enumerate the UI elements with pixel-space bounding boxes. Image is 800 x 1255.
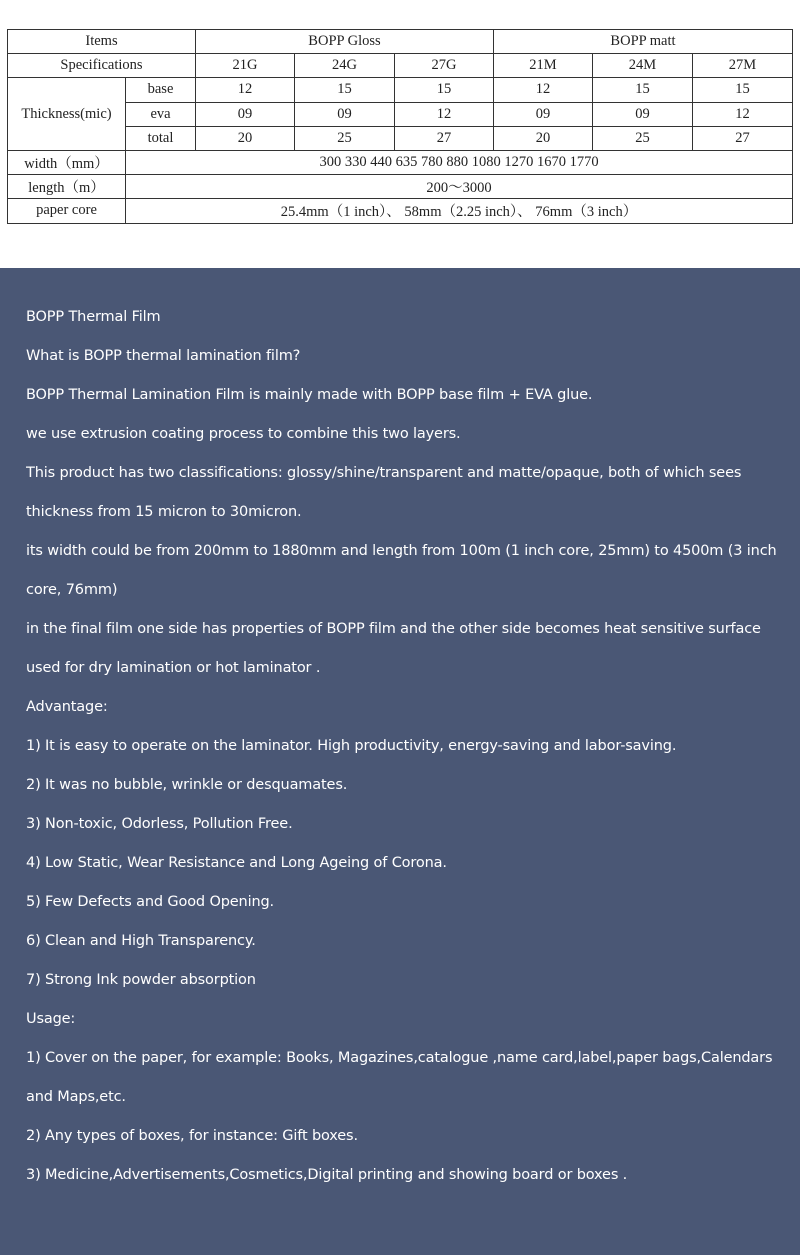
- description-line: What is BOPP thermal lamination film?: [26, 348, 301, 364]
- description-panel: [0, 268, 800, 1255]
- value-cell: 15: [593, 78, 693, 102]
- grade-cell: 27G: [395, 54, 494, 78]
- value-cell: 20: [494, 126, 593, 150]
- advantage-item: 1) It is easy to operate on the laminator. High productivity, energy-saving and labor-saving.: [26, 738, 677, 754]
- value-cell: 09: [295, 102, 395, 126]
- specifications-row: [8, 54, 793, 78]
- value-cell: 27: [693, 126, 793, 150]
- advantage-item: 7) Strong Ink powder absorption: [26, 972, 256, 988]
- length-label: length（m）: [8, 175, 126, 199]
- usage-heading: Usage:: [26, 1011, 76, 1027]
- spec-table-section: [0, 0, 800, 268]
- usage-item: and Maps,etc.: [26, 1089, 126, 1105]
- thickness-eva-row: [8, 102, 793, 126]
- usage-item: 3) Medicine,Advertisements,Cosmetics,Digital printing and showing board or boxes .: [26, 1167, 628, 1183]
- width-row: [8, 150, 793, 174]
- items-header: Items: [8, 30, 196, 54]
- advantage-item: 4) Low Static, Wear Resistance and Long Ageing of Corona.: [26, 855, 447, 871]
- paper-core-value: 25.4mm（1 inch）、 58mm（2.25 inch）、 76mm（3 inch）: [126, 199, 793, 223]
- thickness-label: Thickness(mic): [8, 78, 126, 151]
- value-cell: 27: [395, 126, 494, 150]
- layer-label: total: [126, 126, 196, 150]
- advantage-item: 5) Few Defects and Good Opening.: [26, 894, 275, 910]
- value-cell: 12: [395, 102, 494, 126]
- value-cell: 15: [395, 78, 494, 102]
- value-cell: 15: [693, 78, 793, 102]
- paper-core-row: [8, 199, 793, 223]
- layer-label: eva: [126, 102, 196, 126]
- paper-core-label: paper core: [8, 199, 126, 223]
- grade-cell: 24G: [295, 54, 395, 78]
- spec-table: [7, 29, 793, 224]
- advantage-item: 3) Non-toxic, Odorless, Pollution Free.: [26, 816, 293, 832]
- grade-cell: 27M: [693, 54, 793, 78]
- width-value: 300 330 440 635 780 880 1080 1270 1670 1770: [126, 150, 793, 174]
- value-cell: 25: [593, 126, 693, 150]
- value-cell: 25: [295, 126, 395, 150]
- description-line: we use extrusion coating process to combine this two layers.: [26, 426, 461, 442]
- value-cell: 09: [494, 102, 593, 126]
- advantage-heading: Advantage:: [26, 699, 108, 715]
- description-line: in the final film one side has properties of BOPP film and the other side becomes heat sensitive surface: [26, 621, 761, 637]
- grade-cell: 24M: [593, 54, 693, 78]
- header-row: [8, 30, 793, 54]
- description-line: core, 76mm): [26, 582, 118, 598]
- value-cell: 12: [494, 78, 593, 102]
- width-label: width（mm）: [8, 150, 126, 174]
- usage-item: 2) Any types of boxes, for instance: Gift boxes.: [26, 1128, 358, 1144]
- usage-item: 1) Cover on the paper, for example: Books, Magazines,catalogue ,name card,label,paper bags,Calendars: [26, 1050, 773, 1066]
- description-line: used for dry lamination or hot laminator .: [26, 660, 321, 676]
- bopp-gloss-header: BOPP Gloss: [196, 30, 494, 54]
- product-title: BOPP Thermal Film: [26, 309, 161, 325]
- value-cell: 09: [196, 102, 295, 126]
- value-cell: 12: [693, 102, 793, 126]
- value-cell: 09: [593, 102, 693, 126]
- value-cell: 20: [196, 126, 295, 150]
- length-value: 200～3000: [126, 175, 793, 199]
- description-line: its width could be from 200mm to 1880mm and length from 100m (1 inch core, 25mm) to 4500m (3 inch: [26, 543, 777, 559]
- layer-label: base: [126, 78, 196, 102]
- advantage-item: 2) It was no bubble, wrinkle or desquamates.: [26, 777, 348, 793]
- thickness-total-row: [8, 126, 793, 150]
- grade-cell: 21G: [196, 54, 295, 78]
- description-line: This product has two classifications: glossy/shine/transparent and matte/opaque, both of which sees: [26, 465, 742, 481]
- bopp-matt-header: BOPP matt: [494, 30, 793, 54]
- grade-cell: 21M: [494, 54, 593, 78]
- length-row: [8, 175, 793, 199]
- value-cell: 12: [196, 78, 295, 102]
- thickness-base-row: [8, 78, 793, 102]
- description-line: thickness from 15 micron to 30micron.: [26, 504, 302, 520]
- specifications-label: Specifications: [8, 54, 196, 78]
- advantage-item: 6) Clean and High Transparency.: [26, 933, 256, 949]
- description-lines: [26, 298, 786, 1195]
- description-line: BOPP Thermal Lamination Film is mainly made with BOPP base film + EVA glue.: [26, 387, 593, 403]
- value-cell: 15: [295, 78, 395, 102]
